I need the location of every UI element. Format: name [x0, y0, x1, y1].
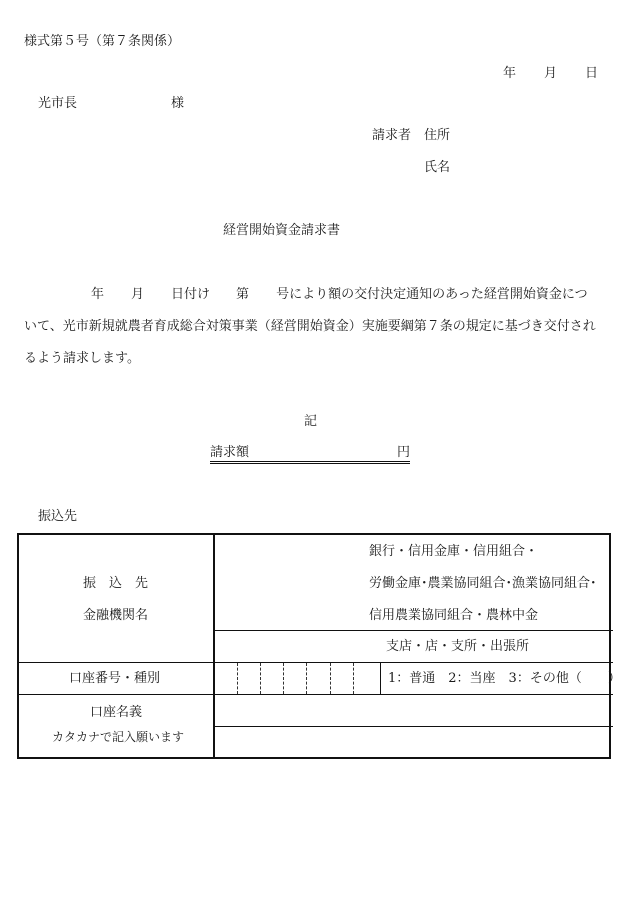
holder-label: 口座名義: [90, 705, 143, 720]
amount-line: [210, 445, 410, 464]
bank-label-line2: 金融機関名: [83, 608, 149, 623]
branch-types: 支店・店・支所・出張所: [386, 639, 530, 654]
holder-name-field[interactable]: [215, 727, 613, 759]
bank-types-line2: 労働金庫･農業協同組合･漁業協同組合･: [369, 576, 597, 591]
body-line-3: るよう請求します。: [24, 351, 140, 366]
amount-label: 請求額: [210, 445, 250, 460]
form-number: 様式第５号（第７条関係）: [24, 34, 181, 49]
ki-heading: 記: [304, 414, 318, 429]
holder-kana-field[interactable]: [215, 695, 613, 726]
account-label: 口座番号・種別: [69, 671, 161, 686]
holder-note: カタカナで記入願います: [52, 730, 185, 744]
transfer-destination-label: 振込先: [38, 509, 78, 524]
addressee-honorific: 様: [171, 96, 185, 111]
address-label: 住所: [424, 128, 451, 143]
year-label: 年: [503, 66, 517, 81]
account-types: 1：普通 2：当座 3：その他（ ）: [388, 671, 621, 686]
bank-label-line1: 振 込 先: [83, 576, 149, 591]
addressee-name: 光市長: [38, 96, 78, 111]
bank-types-line1: 銀行・信用金庫・信用組合・: [369, 544, 539, 559]
bank-account-table: [17, 533, 621, 759]
account-digit-boxes[interactable]: [215, 663, 382, 694]
body-line-2: いて、光市新規就農者育成総合対策事業（経営開始資金）実施要綱第７条の規定に基づき交付され: [24, 319, 596, 334]
date-line: [503, 66, 598, 82]
month-label: 月: [544, 66, 558, 81]
amount-unit: 円: [397, 445, 411, 460]
name-label: 氏名: [424, 160, 451, 175]
bank-types-line3: 信用農業協同組合・農林中金: [369, 608, 539, 623]
body-line-1: 年 月 日付け 第 号により額の交付決定通知のあった経営開始資金につ: [91, 287, 588, 302]
document-title: 経営開始資金請求書: [223, 223, 341, 238]
day-label: 日: [585, 66, 599, 81]
requester-label: 請求者: [372, 128, 412, 143]
